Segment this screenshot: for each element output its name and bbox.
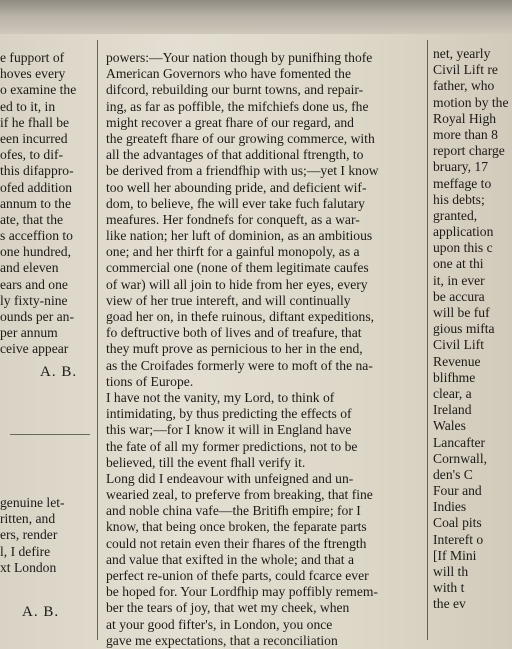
left-text-line: een incurred — [0, 130, 68, 146]
left-text-line: e fupport of — [0, 50, 65, 65]
right-text-line: Wales — [433, 418, 466, 434]
center-text-line: wearied zeal, to preferve from breaking, that fine — [106, 487, 373, 503]
left-text-line: one hundred, — [0, 244, 71, 260]
left-text-line: this difappro- — [0, 163, 74, 179]
center-text-line: as the Croifades formerly were to moft of the na- — [106, 357, 373, 373]
right-text-line: Cornwall, — [433, 450, 487, 466]
center-text-line: perfect re-union of thefe parts, could fcarce ever — [106, 568, 369, 583]
right-text-line: den's C — [433, 466, 473, 482]
right-text-line: one at thi — [433, 256, 484, 272]
left-text-line: s acceffion to — [0, 228, 73, 244]
left-text-line: annum to the — [0, 195, 71, 211]
left-text-line: ate, that the — [0, 211, 64, 227]
right-text-line: report charge — [433, 143, 505, 159]
center-text-line: and value that exifted in the whole; and that a — [106, 551, 354, 567]
center-text-line: know, that being once broken, the feparate parts — [106, 519, 367, 535]
right-text-line: Revenue — [433, 353, 481, 369]
center-text-line: I have not the vanity, my Lord, to think of — [106, 389, 335, 405]
right-column-text — [433, 46, 512, 613]
left-text-line: and eleven — [0, 260, 59, 276]
right-text-line: Ireland — [433, 402, 472, 418]
right-text-line: net, yearly — [433, 46, 491, 61]
center-text-line: one; and her thirft for a gainful monopoly, as a — [106, 244, 360, 260]
right-text-line: upon this c — [433, 240, 493, 256]
center-column — [106, 50, 422, 649]
center-text-line: powers:—Your nation though by punifhing thofe — [106, 50, 373, 65]
left-column — [0, 50, 92, 358]
page-fold-shadow — [0, 0, 512, 34]
right-text-line: application — [433, 224, 494, 240]
center-text-line: meafures. Her fondnefs for conqueft, as a war- — [106, 211, 360, 227]
column-rule-left — [97, 40, 98, 640]
right-text-line: blifhme — [433, 369, 476, 385]
center-text-line: intimidating, by thus predicting the effects of — [106, 406, 352, 422]
left-text-line: per annum — [0, 325, 58, 341]
center-text-line: might recover a great fhare of our regard, and — [106, 114, 354, 130]
right-text-line: it, in ever — [433, 272, 485, 288]
center-text-line: could not retain even their fhares of the ftrength — [106, 535, 367, 551]
left-column-bottom — [0, 495, 92, 576]
center-text-line: ber the tears of joy, that wet my cheek, when — [106, 600, 350, 616]
column-rule-right — [427, 40, 428, 640]
left-text-line: genuine let- — [0, 495, 65, 510]
right-text-line: clear, a — [433, 385, 472, 401]
center-text-line: at your good fifter's, in London, you once — [106, 616, 333, 632]
center-text-line: be hoped for. Your Lordfhip may poffibly remem- — [106, 584, 378, 600]
left-text-line: ounds per an- — [0, 309, 74, 324]
center-text-line: Long did I endeavour with unfeigned and un- — [106, 470, 354, 486]
left-text-line: ears and one — [0, 276, 68, 292]
center-text-line: and noble china vafe—the Britifh empire; for I — [106, 503, 361, 519]
right-text-line: gious mifta — [433, 321, 495, 337]
right-text-line: Royal High — [433, 110, 497, 126]
left-text-line: ers, render — [0, 527, 58, 543]
right-text-line: Civil Lift re — [433, 62, 498, 78]
right-text-line: Coal pits — [433, 515, 482, 531]
left-text-line: ofes, to dif- — [0, 147, 64, 163]
right-text-line: Civil Lift — [433, 337, 484, 353]
left-text-line: o examine the — [0, 82, 77, 98]
right-text-line: [If Mini — [433, 547, 477, 563]
center-text-line: ing, as far as poffible, the mifchiefs done us, fhe — [106, 98, 369, 114]
left-divider — [10, 434, 90, 435]
center-text-line: be derived from a friendfhip with us;—yet I know — [106, 163, 379, 179]
center-text-line: dom, to believe, fhe will ever take fuch falutary — [106, 195, 365, 211]
right-text-line: father, who — [433, 78, 495, 94]
left-text-line: ofed addition — [0, 179, 73, 195]
left-text-line: ritten, and — [0, 511, 56, 527]
right-text-line: more than 8 — [433, 126, 498, 142]
center-text-line: view of her true intereft, and will continually — [106, 292, 351, 308]
center-text-line: like nation; her luft of dominion, as an ambitious — [106, 228, 373, 244]
left-text-line: hoves every — [0, 66, 66, 82]
right-text-line: his debts; — [433, 191, 485, 207]
center-text-line: fo deftructive both of lives and of treafure, that — [106, 325, 362, 341]
right-text-line: bruary, 17 — [433, 159, 488, 175]
center-text-line: goad her on, in thefe ruinous, diftant expeditions, — [106, 309, 375, 324]
right-text-line: the ev — [433, 596, 466, 612]
left-text-line: ly fixty-nine — [0, 292, 68, 308]
center-text-line: tions of Europe. — [106, 373, 194, 389]
center-text-line: difcord, rebuilding our burnt towns, and repair- — [106, 82, 364, 98]
left-text-line: ed to it, in — [0, 98, 56, 114]
center-text-line: this war;—for I know it will in England have — [106, 422, 352, 438]
right-text-line: motion by the — [433, 94, 509, 110]
right-text-line: will th — [433, 564, 469, 579]
center-text-line: the fate of all my former predictions, not to be — [106, 438, 358, 454]
right-text-line: will be fuf — [433, 305, 490, 320]
right-text-line: Intereft o — [433, 531, 484, 547]
right-text-line: with t — [433, 580, 465, 596]
left-column-text-top — [0, 50, 92, 358]
center-column-text — [106, 50, 422, 649]
center-text-line: too well her abounding pride, and deficient wif- — [106, 179, 367, 195]
right-text-line: meffage to — [433, 175, 492, 191]
left-signature-top: A. B. — [40, 364, 78, 380]
center-text-line: believed, till the event fhall verify it. — [106, 454, 306, 470]
right-column — [433, 46, 512, 613]
right-text-line: Four and — [433, 483, 482, 499]
right-text-line: Indies — [433, 499, 467, 515]
center-text-line: they muft prove as pernicious to her in the end, — [106, 341, 363, 357]
center-text-line: American Governors who have fomented the — [106, 66, 351, 82]
left-signature-bottom: A. B. — [22, 604, 60, 620]
right-text-line: Lancafter — [433, 434, 486, 450]
center-text-line: commercial one (none of them legitimate caufes — [106, 260, 369, 276]
left-text-line: xt London — [0, 559, 57, 575]
left-column-text-bottom — [0, 495, 92, 576]
left-text-line: ceive appear — [0, 341, 69, 357]
center-text-line: all the advantages of that additional ftrength, to — [106, 147, 364, 163]
left-text-line: if he fhall be — [0, 114, 70, 130]
right-text-line: granted, — [433, 207, 478, 223]
center-text-line: the greateft fhare of our growing commerce, with — [106, 130, 375, 146]
center-text-line: gave me expectations, that a reconciliation — [106, 632, 338, 648]
right-text-line: be accura — [433, 288, 485, 304]
center-text-line: of war) will all join to hide from her eyes, every — [106, 276, 368, 292]
left-text-line: l, I defire — [0, 543, 51, 559]
